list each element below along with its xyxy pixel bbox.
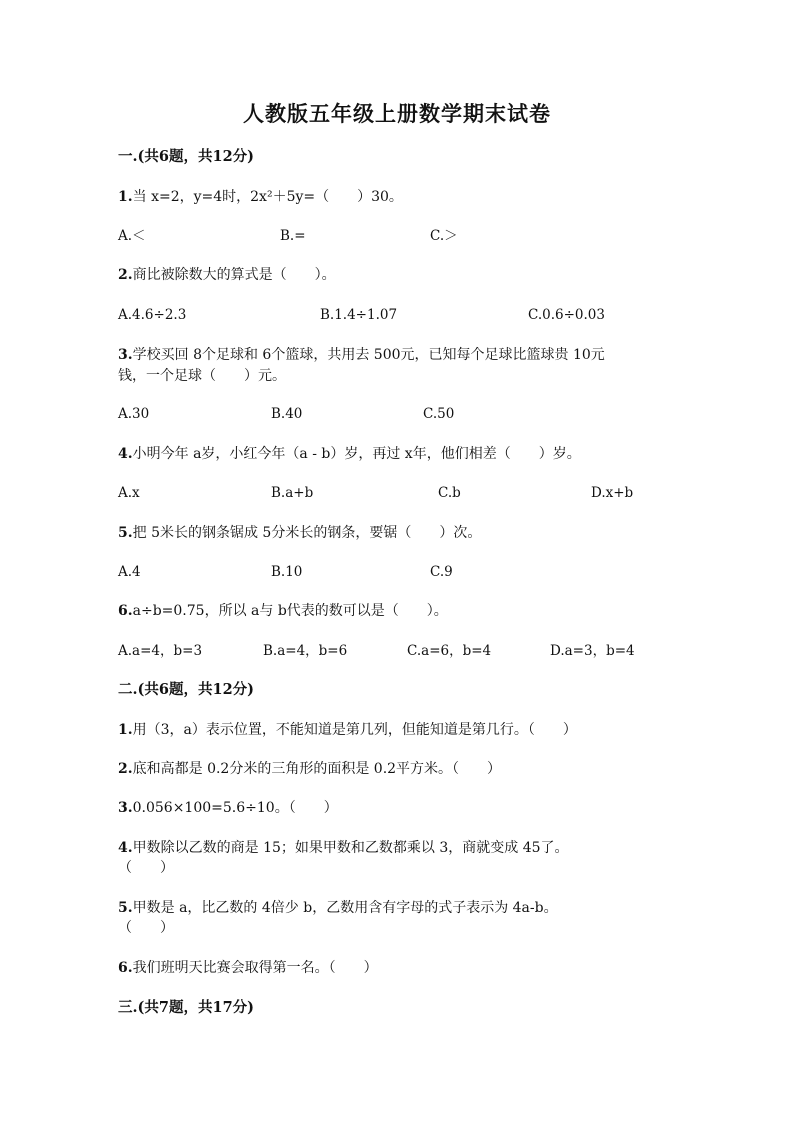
question-1-5 xyxy=(118,523,481,543)
question-1-3-continued: 钱，一个足球（ ）元。 xyxy=(118,368,286,384)
question-text: 当 x=2，y=4时，2x²＋5y=（ ）30。 xyxy=(132,189,403,205)
option-a: A.30 xyxy=(118,406,150,422)
section-heading-3: 三.(共7题，共17分) xyxy=(118,999,255,1016)
question-number: 2. xyxy=(118,267,133,283)
question-text: 甲数是 a，比乙数的 4倍少 b，乙数用含有字母的式子表示为 4a-b。 xyxy=(132,900,558,916)
option-a: A.a=4，b=3 xyxy=(118,643,203,659)
question-2-4-answer: （ ） xyxy=(118,860,174,876)
question-number: 6. xyxy=(118,960,133,976)
options-1-2 xyxy=(118,305,678,325)
option-b: B.40 xyxy=(271,406,303,422)
question-text: 小明今年 a岁，小红今年（a - b）岁，再过 x年，他们相差（ ）岁。 xyxy=(132,446,581,462)
option-b: B.1.4÷1.07 xyxy=(320,307,398,323)
question-2-4 xyxy=(118,838,569,858)
question-text: 学校买回 8个足球和 6个篮球，共用去 500元，已知每个足球比篮球贵 10元 xyxy=(132,347,605,363)
question-number: 1. xyxy=(118,722,133,738)
option-a: A.4 xyxy=(118,564,141,580)
option-c: C.0.6÷0.03 xyxy=(528,307,605,323)
option-b: B.a+b xyxy=(271,485,314,501)
question-number: 6. xyxy=(118,603,133,619)
question-text: 甲数除以乙数的商是 15；如果甲数和乙数都乘以 3，商就变成 45了。 xyxy=(132,840,569,856)
question-2-5-answer: （ ） xyxy=(118,920,174,936)
question-text: 商比被除数大的算式是（ ）。 xyxy=(132,267,336,283)
option-a: A.＜ xyxy=(118,228,146,244)
option-d: D.x+b xyxy=(591,485,634,501)
options-1-1 xyxy=(118,226,678,246)
question-text: 把 5米长的钢条锯成 5分米长的钢条，要锯（ ）次。 xyxy=(132,525,482,541)
option-c: C.b xyxy=(438,485,461,501)
question-1-6 xyxy=(118,601,448,621)
question-number: 5. xyxy=(118,900,133,916)
option-c: C.a=6，b=4 xyxy=(407,643,492,659)
question-1-3 xyxy=(118,345,605,365)
question-number: 2. xyxy=(118,761,133,777)
question-number: 4. xyxy=(118,840,133,856)
option-d: D.a=3，b=4 xyxy=(550,643,635,659)
question-number: 5. xyxy=(118,525,133,541)
question-2-6 xyxy=(118,958,378,978)
question-2-3 xyxy=(118,798,338,818)
question-text: 底和高都是 0.2分米的三角形的面积是 0.2平方米。（ ） xyxy=(132,761,502,777)
question-text: a÷b=0.75，所以 a与 b代表的数可以是（ ）。 xyxy=(132,603,448,619)
section-heading-1: 一.(共6题，共12分) xyxy=(118,148,255,165)
question-number: 3. xyxy=(118,347,133,363)
option-b: B.10 xyxy=(271,564,303,580)
question-number: 1. xyxy=(118,189,133,205)
question-2-5 xyxy=(118,898,558,918)
option-c: C.＞ xyxy=(430,228,458,244)
option-c: C.50 xyxy=(423,406,455,422)
options-1-3 xyxy=(118,404,678,424)
option-b: B.= xyxy=(280,228,306,244)
options-1-4 xyxy=(118,483,678,503)
question-1-4 xyxy=(118,444,581,464)
options-1-5 xyxy=(118,562,678,582)
section-heading-2: 二.(共6题，共12分) xyxy=(118,681,255,698)
question-2-1 xyxy=(118,720,577,740)
question-text: 0.056×100=5.6÷10。（ ） xyxy=(132,800,338,816)
question-number: 4. xyxy=(118,446,133,462)
question-2-2 xyxy=(118,759,501,779)
question-text: 我们班明天比赛会取得第一名。（ ） xyxy=(132,960,378,976)
option-b: B.a=4，b=6 xyxy=(263,643,348,659)
option-a: A.x xyxy=(118,485,140,501)
question-1-2 xyxy=(118,265,336,285)
option-c: C.9 xyxy=(430,564,453,580)
option-a: A.4.6÷2.3 xyxy=(118,307,187,323)
question-text: 用（3，a）表示位置，不能知道是第几列，但能知道是第几行。（ ） xyxy=(132,722,577,738)
question-number: 3. xyxy=(118,800,133,816)
page-title: 人教版五年级上册数学期末试卷 xyxy=(243,101,551,126)
options-1-6 xyxy=(118,641,678,661)
question-1-1 xyxy=(118,187,403,207)
